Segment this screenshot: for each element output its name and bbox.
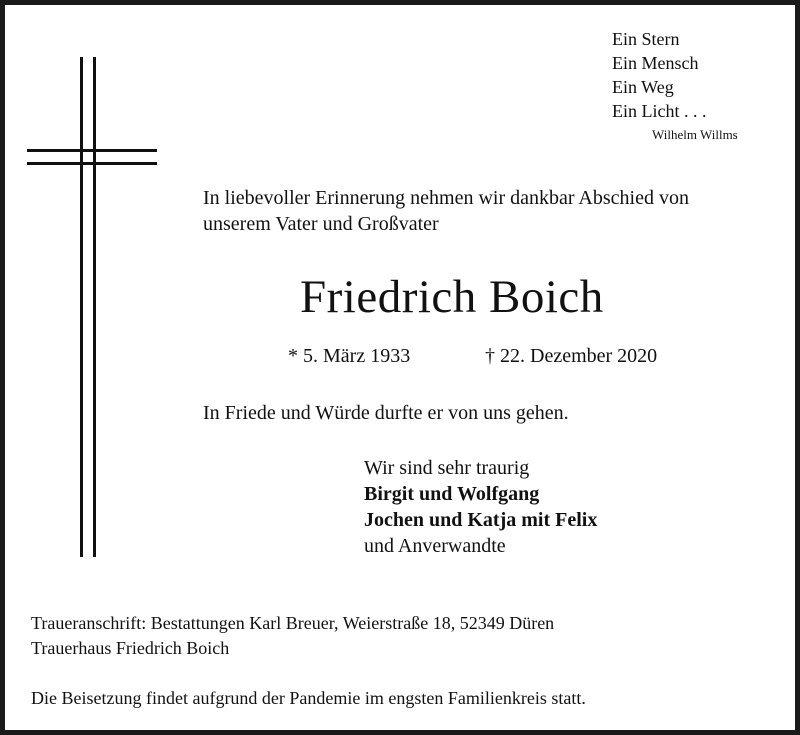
mourning-address <box>31 611 554 661</box>
mourners <box>364 455 597 559</box>
mourners-closing: und Anverwandte <box>364 535 506 557</box>
memorial-quote: In Friede und Würde durfte er von uns gehen. <box>203 402 569 424</box>
death-date: † 22. Dezember 2020 <box>485 345 658 367</box>
address-line: Trauerhaus Friedrich Boich <box>31 638 230 658</box>
mourners-intro: Wir sind sehr traurig <box>364 457 530 479</box>
poem-line: Ein Mensch <box>612 53 699 73</box>
intro-line: In liebevoller Erinnerung nehmen wir dankbar Abschied von <box>203 187 689 209</box>
poem-line: Ein Weg <box>612 77 674 97</box>
deceased-name: Friedrich Boich <box>300 271 604 323</box>
poem-line: Ein Stern <box>612 29 680 49</box>
poem <box>612 27 738 145</box>
mourner-name: Jochen und Katja mit Felix <box>364 509 598 531</box>
funeral-notice: Die Beisetzung findet aufgrund der Pandemie im engsten Familienkreis statt. <box>31 688 586 708</box>
birth-date: * 5. März 1933 <box>288 345 411 367</box>
intro-line: unserem Vater und Großvater <box>203 213 439 235</box>
poem-line: Ein Licht . . . <box>612 101 707 121</box>
mourner-name: Birgit und Wolfgang <box>364 483 540 505</box>
poem-author: Wilhelm Willms <box>652 127 738 142</box>
cross-icon <box>27 57 157 557</box>
intro-text <box>203 185 689 237</box>
address-line: Traueranschrift: Bestattungen Karl Breuer, Weierstraße 18, 52349 Düren <box>31 613 555 633</box>
